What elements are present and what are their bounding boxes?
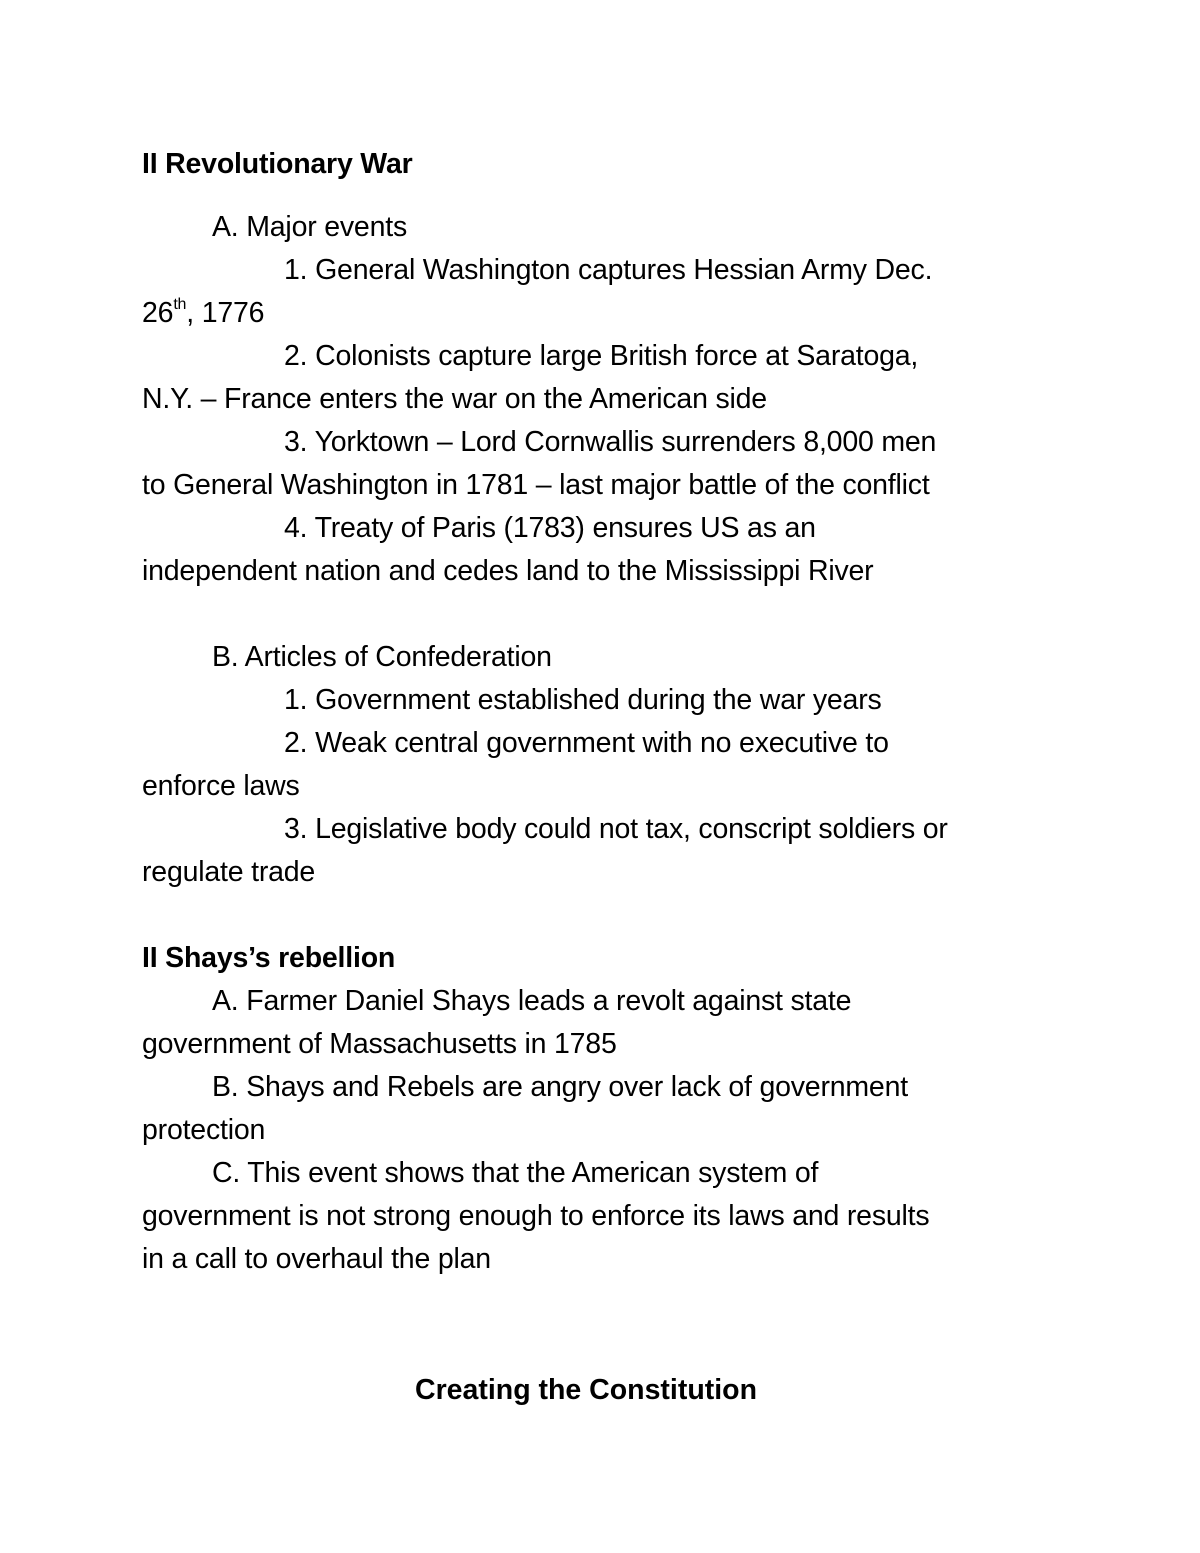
list-item-2-line1: 2. Colonists capture large British force at Saratoga,	[284, 340, 919, 372]
subheading-major-events: A. Major events	[212, 211, 407, 243]
shays-item-b-line2: protection	[142, 1114, 266, 1146]
shays-item-c-line3: in a call to overhaul the plan	[142, 1243, 491, 1275]
section-heading-shays-rebellion: II Shays’s rebellion	[142, 942, 396, 974]
list-item-1-line1: 1. General Washington captures Hessian Army Dec.	[284, 254, 933, 286]
shays-item-a-line2: government of Massachusetts in 1785	[142, 1028, 617, 1060]
articles-item-3-line2: regulate trade	[142, 856, 316, 888]
shays-item-c-line1: C. This event shows that the American system of	[212, 1157, 819, 1189]
articles-item-2-line2: enforce laws	[142, 770, 300, 802]
section-title-creating-the-constitution: Creating the Constitution	[415, 1374, 757, 1406]
list-item-4-line2: independent nation and cedes land to the Mississippi River	[142, 555, 874, 587]
date-year: , 1776	[186, 297, 265, 329]
shays-item-a-line1: A. Farmer Daniel Shays leads a revolt against state	[212, 985, 852, 1017]
shays-item-b-line1: B. Shays and Rebels are angry over lack of government	[212, 1071, 908, 1103]
shays-item-c-line2: government is not strong enough to enforce its laws and results	[142, 1200, 930, 1232]
list-item-2-line2: N.Y. – France enters the war on the American side	[142, 383, 767, 415]
articles-item-2-line1: 2. Weak central government with no executive to	[284, 727, 889, 759]
list-item-3-line2: to General Washington in 1781 – last major battle of the conflict	[142, 469, 930, 501]
date-day: 26	[142, 297, 174, 329]
date-ordinal-suffix: th	[173, 295, 187, 313]
list-item-3-line1: 3. Yorktown – Lord Cornwallis surrenders 8,000 men	[284, 426, 937, 458]
subheading-articles-of-confederation: B. Articles of Confederation	[212, 641, 552, 673]
section-heading-revolutionary-war: II Revolutionary War	[142, 148, 413, 180]
list-item-4-line1: 4. Treaty of Paris (1783) ensures US as an	[284, 512, 816, 544]
articles-item-3-line1: 3. Legislative body could not tax, conscript soldiers or	[284, 813, 948, 845]
articles-item-1-line1: 1. Government established during the war years	[284, 684, 882, 716]
list-item-1-line2	[142, 295, 265, 329]
